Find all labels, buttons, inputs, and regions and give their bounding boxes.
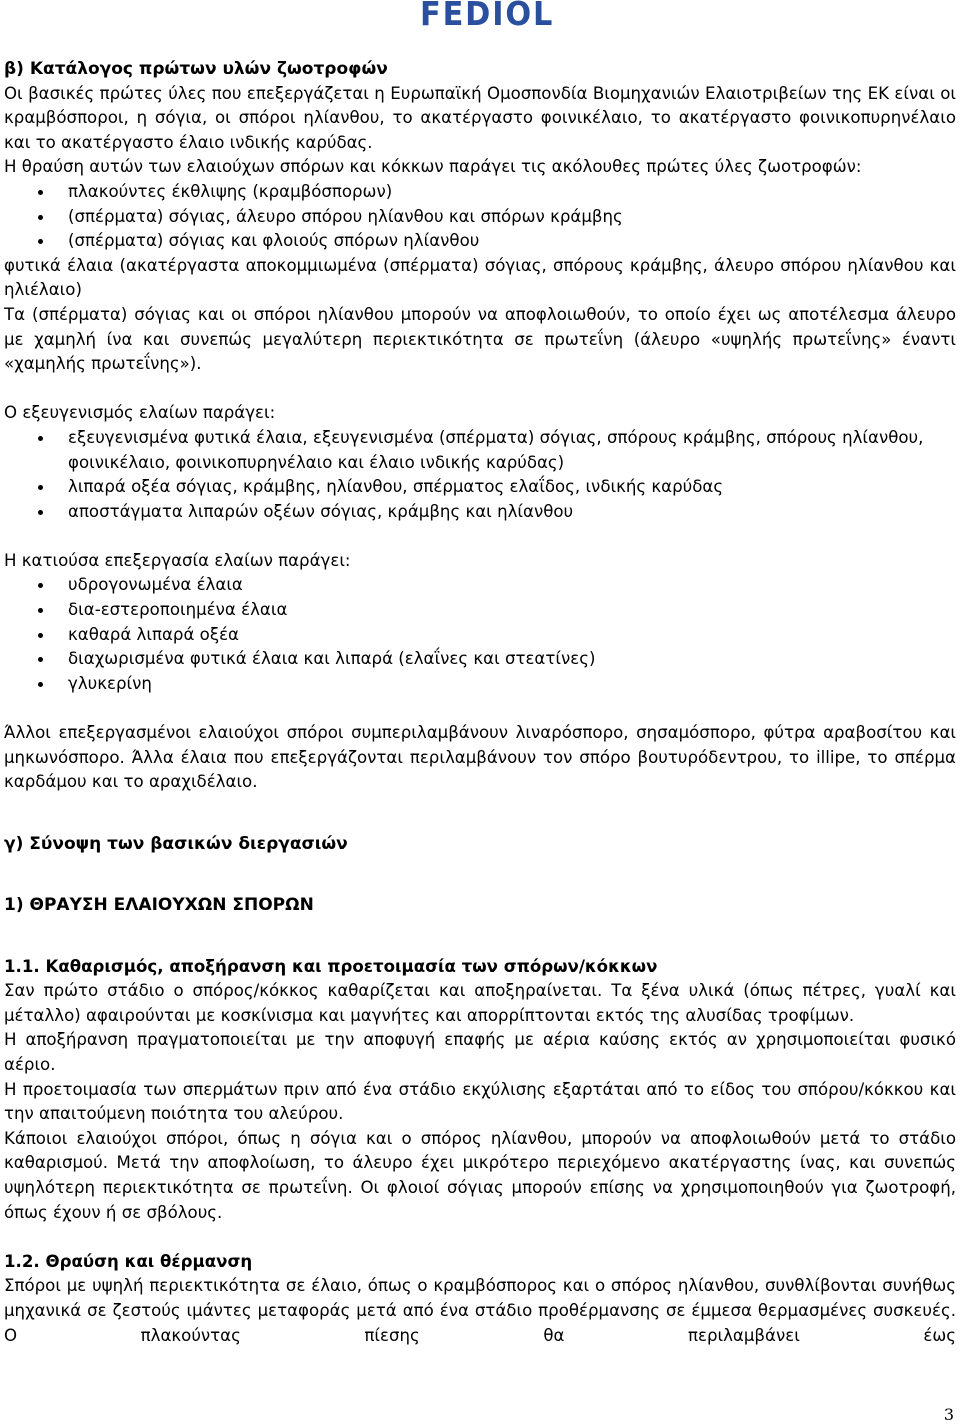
- fediol-logo: FEDIOL: [420, 0, 555, 33]
- list-item: καθαρά λιπαρά οξέα: [4, 623, 956, 648]
- dehulling-paragraph: Τα (σπέρματα) σόγιας και οι σπόροι ηλίανθου μπορούν να αποφλοιωθούν, το οποίο έχει ως αποτέλεσμα άλευρο με χαμηλή ίνα και συνεπώς μεγαλύτερη περιεκτικότητα σε πρωτεΐνη (άλευρο «υψηλής πρωτεΐνης» έναντι «χαμηλής πρωτεΐνης»).: [4, 304, 956, 374]
- list-item: υδρογονωμένα έλαια: [4, 573, 956, 598]
- crushing-list: [4, 180, 956, 254]
- subsection-1-2-title: 1.2. Θραύση και θέρμανση: [4, 1251, 253, 1271]
- list-item: πλακούντες έκθλιψης (κραμβόσπορων): [4, 180, 956, 205]
- crushing-intro: Η θραύση αυτών των ελαιούχων σπόρων και κόκκων παράγει τις ακόλουθες πρώτες ύλες ζωοτροφών:: [4, 157, 862, 177]
- list-item: εξευγενισμένα φυτικά έλαια, εξευγενισμένα (σπέρματα) σόγιας, σπόρους κράμβης, σπόρους ηλίανθου, φοινικέλαιο, φοινικοπυρηνέλαιο και έλαιο ινδικής καρύδας): [4, 426, 956, 475]
- list-item: δια-εστεροποιημένα έλαια: [4, 598, 956, 623]
- subsection-1-1-p3: Η προετοιμασία των σπερμάτων πριν από ένα στάδιο εκχύλισης εξαρτάται από το είδος του σπόρου/κόκκου και την απαιτούμενη ποιότητα του αλεύρου.: [4, 1079, 956, 1124]
- list-item: (σπέρματα) σόγιας, άλευρο σπόρου ηλίανθου και σπόρων κράμβης: [4, 205, 956, 230]
- list-item: λιπαρά οξέα σόγιας, κράμβης, ηλίανθου, σπέρματος ελαΐδος, ινδικής καρύδας: [4, 475, 956, 500]
- crushing-heading: 1) ΘΡΑΥΣΗ ΕΛΑΙΟΥΧΩΝ ΣΠΟΡΩΝ: [4, 895, 314, 916]
- refining-list: [4, 426, 956, 524]
- list-item: αποστάγματα λιπαρών οξέων σόγιας, κράμβης και ηλίανθου: [4, 500, 956, 525]
- section-c-title: γ) Σύνοψη των βασικών διεργασιών: [4, 833, 348, 854]
- crushing-after: φυτικά έλαια (ακατέργαστα αποκομμιωμένα (σπέρματα) σόγιας, σπόρους κράμβης, άλευρο σπόρου ηλίανθου και ηλιέλαιο): [4, 255, 956, 300]
- section-b-intro: Οι βασικές πρώτες ύλες που επεξεργάζεται η Ευρωπαϊκή Ομοσπονδία Βιομηχανιών Ελαιοτριβείων της ΕΚ είναι οι κραμβόσποροι, η σόγια, οι σπόροι ηλίανθου, το ακατέργαστο φοινικέλαιο, το ακατέργαστο φοινικοπυρηνέλαιο και το ακατέργαστο έλαιο ινδικής καρύδας.: [4, 83, 956, 152]
- page-number: 3: [943, 1405, 954, 1424]
- list-item: διαχωρισμένα φυτικά έλαια και λιπαρά (ελαΐνες και στεατίνες): [4, 647, 956, 672]
- other-seeds-paragraph: Άλλοι επεξεργασμένοι ελαιούχοι σπόροι συμπεριλαμβάνουν λιναρόσπορο, σησαμόσπορο, φύτρα αραβοσίτου και μηκωνόσπορο. Άλλα έλαια που επεξεργάζονται περιλαμβάνουν τον σπόρο βουτυρόδεντρου, το illipe, το σπέρμα καρδάμου και το αραχιδέλαιο.: [4, 723, 956, 792]
- downstream-intro: Η κατιούσα επεξεργασία ελαίων παράγει:: [4, 550, 351, 570]
- list-item: (σπέρματα) σόγιας και φλοιούς σπόρων ηλίανθου: [4, 229, 956, 254]
- section-b-title: β) Κατάλογος πρώτων υλών ζωοτροφών: [4, 59, 388, 79]
- subsection-1-2-p1: Σπόροι με υψηλή περιεκτικότητα σε έλαιο, όπως ο κραμβόσπορος και ο σπόρος ηλίανθου, συνθλίβονται συνήθως μηχανικά σε ζεστούς ιμάντες μεταφοράς μετά από ένα στάδιο προθέρμανσης σε έμμεσα θερμασμένες συσκευές. Ο πλακούντας πίεσης θα περιλαμβάνει έως: [4, 1276, 956, 1345]
- downstream-list: [4, 573, 956, 696]
- list-item: γλυκερίνη: [4, 672, 956, 697]
- subsection-1-1-p2: Η αποξήρανση πραγματοποιείται με την αποφυγή επαφής με αέρια καύσης εκτός αν χρησιμοποιείται φυσικό αέριο.: [4, 1030, 956, 1075]
- subsection-1-1-p4: Κάποιοι ελαιούχοι σπόροι, όπως η σόγια και ο σπόρος ηλίανθου, μπορούν να αποφλοιωθούν μετά το στάδιο καθαρισμού. Μετά την αποφλοίωση, το άλευρο έχει μικρότερο περιεχόμενο ακατέργαστης ίνας, και συνεπώς υψηλότερη περιεκτικότητα σε πρωτεΐνη. Οι φλοιοί σόγιας μπορούν επίσης να χρησιμοποιηθούν για ζωοτροφή, όπως έχουν ή σε σβόλους.: [4, 1128, 956, 1222]
- subsection-1-1-title: 1.1. Καθαρισμός, αποξήρανση και προετοιμασία των σπόρων/κόκκων: [4, 956, 658, 976]
- refining-intro: Ο εξευγενισμός ελαίων παράγει:: [4, 403, 276, 423]
- subsection-1-1-p1: Σαν πρώτο στάδιο ο σπόρος/κόκκος καθαρίζεται και αποξηραίνεται. Τα ξένα υλικά (όπως πέτρες, γυαλί και μέταλλο) αφαιρούνται με κοσκίνισμα και μαγνήτες και απορρίπτονται εκτός της αλυσίδας τροφίμων.: [4, 981, 956, 1025]
- document-body: [4, 57, 956, 1348]
